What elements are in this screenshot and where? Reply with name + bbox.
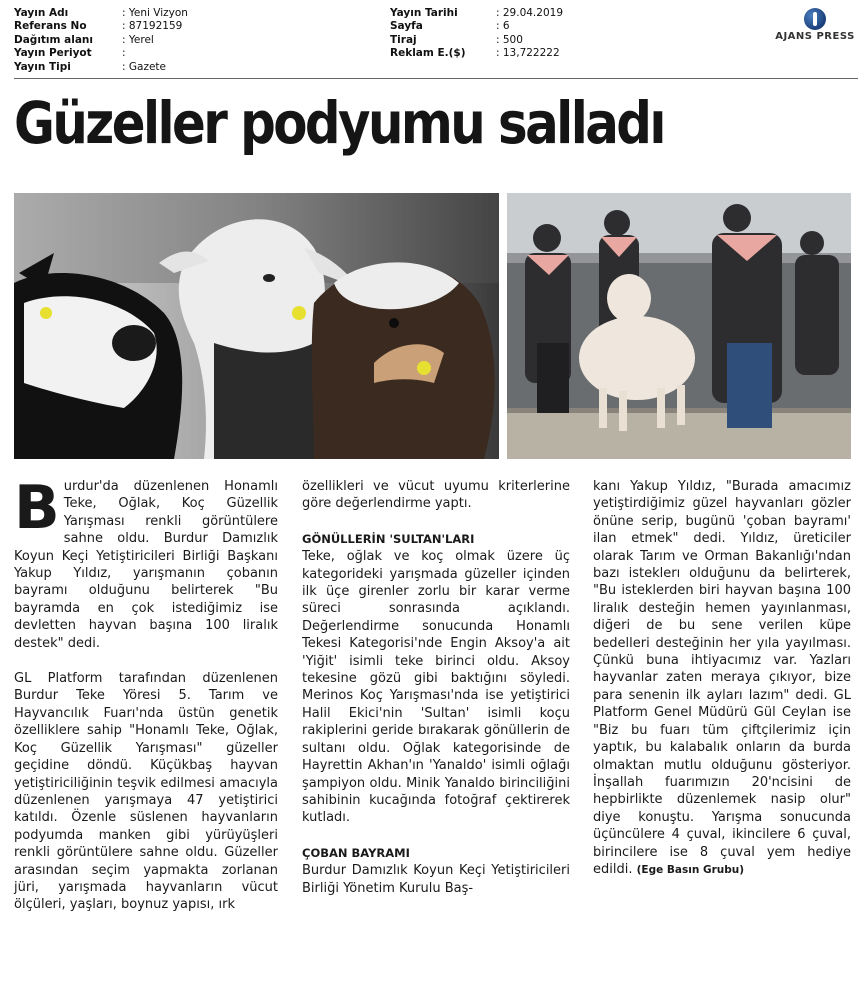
ajans-press-logo-icon <box>804 8 826 30</box>
ajans-press-logo <box>772 8 858 42</box>
meta-row-ad-value: Reklam E.($) : 13,722222 <box>390 47 560 60</box>
section-subheading: ÇOBAN BAYRAMI <box>302 845 410 860</box>
publication-meta-right <box>390 7 563 61</box>
meta-row-distribution: Dağıtım alanı : Yerel <box>14 33 154 46</box>
article-column-3 <box>593 478 851 879</box>
article-credit: (Ege Basın Grubu) <box>636 863 745 876</box>
article-paragraph: GL Platform tarafından düzenlenen Burdur Teke Yöresi 5. Tarım ve Hayvancılık Fuarı'nda üstün genetik özelliklere sahip "Honamlı Teke, Oğlak, Koç Güzellik Yarışması" güzeller geçidine döndü. Küçükbaş hayvan yetiştiriciliğinin teşvik edilmesi amacıyla düzenlenen yarışmaya 47 yetiştirici katıldı. Özenle süslenen hayvanların podyumda manken gibi yürüyüşleri renkli görüntülere sahne oldu. Güzeller arasından seçim yapmakta zorlanan jüri, yarışmada hayvanların vücut ölçüleri, yaşları, boynuz yapısı, ırk <box>14 671 278 913</box>
article-column-1 <box>14 473 278 914</box>
article-headline: Güzeller podyumu salladı <box>14 89 664 157</box>
meta-row-page: Sayfa : 6 <box>390 20 510 33</box>
photo-fair-judging <box>507 193 851 459</box>
article-paragraph: Burdur'da düzenlenen Honamlı Teke, Oğlak, Koç Güzellik Yarışması renkli görüntülere sahne oldu. Burdur Damızlık Koyun Keçi Yetiştiricileri Birliği Başkanı Yakup Yıldız, yarışmanın çobanın bayramı olduğunu belirterek "Bu bayramda en çok istediğimiz ise devletten hayvan başına 100 liralık destek" dedi. <box>14 473 278 651</box>
article-paragraph: kanı Yakup Yıldız, "Burada amacımız yetiştirdiğimiz güzel hayvanları gözler önüne serip, bugünü 'çoban bayramı' ilan etmek" dedi. Yıldız, üreticiler olarak Tarım ve Orman Bakanlığı'ndan bazı isteklerı olduğunu da belirterek, "Bu isteklerden biri hayvan başına 100 liralık desteğin hemen yayınlanması, diğeri de bu sene verilen küpe bedelleri desteğinin her yıla yayılması. Çünkü buna ihtiyacımız var. Yazları hayvanlar zaten meraya çıkıyor, bize para senenin ilk ayları lazım" dedi. GL Platform Genel Müdürü Gül Ceylan ise "Biz bu fuarı tüm çiftçilerimiz için yaptık, bu kalabalık onların da burda olmaktan mutlu olduğunu gösteriyor. İnşallah fuarımızın 20'ncisini de hepbirlikte düzenlemek nasip olur" diye konuştu. Yarışma sonucunda üçüncülere 4 çuval, ikincilere 6 çuval, birincilere ise 8 çuval yem hediye edildi. (Ege Basın Grubu) <box>593 479 851 877</box>
publication-meta-left <box>14 7 188 74</box>
logo-text: AJANS PRESS <box>775 31 855 42</box>
article-paragraph: özellikleri ve vücut uyumu kriterlerine göre değerlendirme yaptı. <box>302 479 570 512</box>
article-paragraph: Burdur Damızlık Koyun Keçi Yetiştiricileri Birliği Yönetim Kurulu Baş- <box>302 863 570 896</box>
drop-cap: B <box>14 473 60 543</box>
meta-row-period: Yayın Periyot : <box>14 47 126 60</box>
section-subheading: GÖNÜLLERİN 'SULTAN'LARI <box>302 531 475 546</box>
meta-row-publication-name: Yayın Adı : Yeni Vizyon <box>14 7 188 19</box>
meta-row-circulation: Tiraj : 500 <box>390 33 523 46</box>
meta-row-reference-no: Referans No : 87192159 <box>14 20 183 33</box>
article-paragraph: Teke, oğlak ve koç olmak üzere üç kategorideki yarışmada güzeller içinden ilk üçe girenler zorlu bir karar verme süreci sonrasında açıklandı. Değerlendirme sonucunda Honamlı Tekesi Kategorisi'nde Engin Aksoy'a ait 'Yiğit' isimli teke birinci oldu. Aksoy tekesine gözü gibi baktığını söyledi. Merinos Koç Yarışması'nda ise yetiştirici Halil Ekici'nin 'Sultan' isimli koçu rakiplerini geride bırakarak gönüllerin de sultanı oldu. Oğlak kategorisinde de Hayrettin Akhan'ın 'Yanaldo' isimli oğlağı şampiyon oldu. Minik Yanaldo birinciliğini sahibinin kucağında fotoğraf çektirerek kutladı. <box>302 549 570 826</box>
photo-decorated-goats <box>14 193 499 459</box>
meta-row-date: Yayın Tarihi : 29.04.2019 <box>390 7 563 19</box>
header-divider <box>14 78 858 79</box>
meta-row-type: Yayın Tipi : Gazete <box>14 60 166 73</box>
article-column-2 <box>302 478 570 897</box>
